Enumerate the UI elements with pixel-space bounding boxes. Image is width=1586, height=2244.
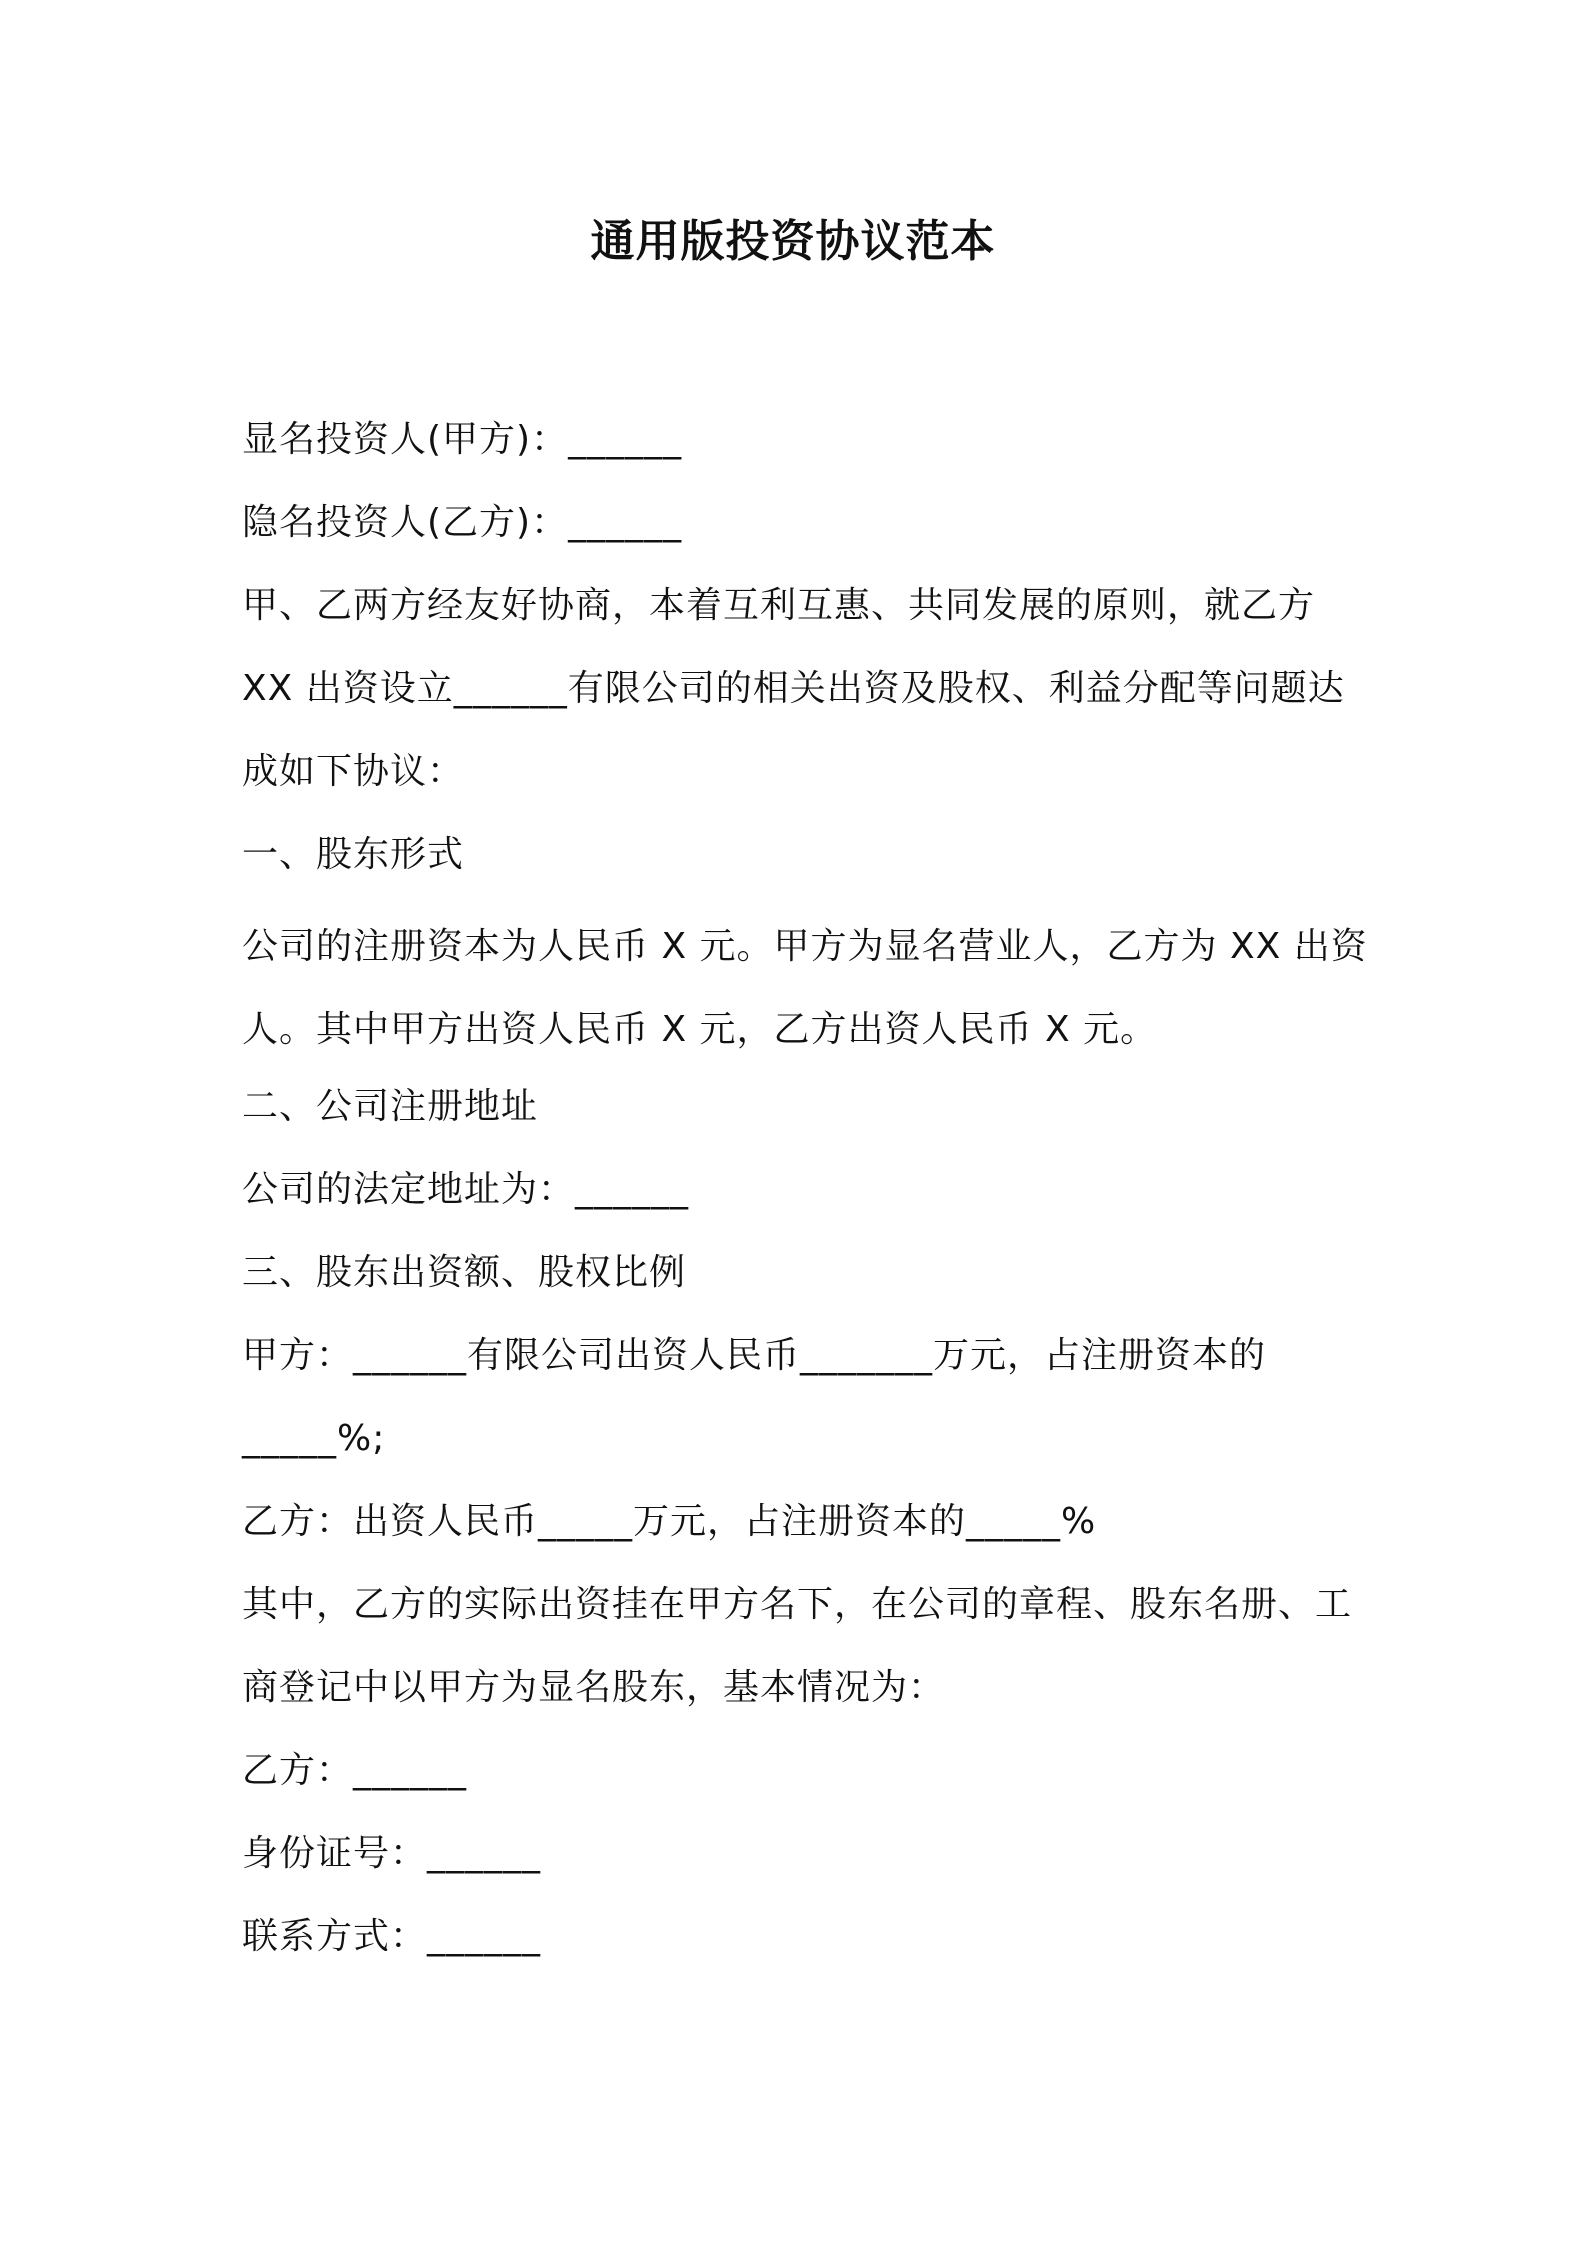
section-3-line-4: 其中，乙方的实际出资挂在甲方名下，在公司的章程、股东名册、工	[242, 1584, 1353, 1625]
id-number-line: 身份证号：______	[242, 1833, 542, 1874]
section-3-line-2: _____%;	[242, 1418, 386, 1459]
section-heading-2: 二、公司注册地址	[242, 1086, 539, 1127]
section-2-line-1: 公司的法定地址为：______	[242, 1169, 690, 1210]
party-b-name-line: 乙方：______	[242, 1750, 468, 1791]
section-heading-1: 一、股东形式	[242, 834, 465, 875]
intro-line-2: XX 出资设立______有限公司的相关出资及股权、利益分配等问题达	[242, 668, 1345, 709]
intro-line-1: 甲、乙两方经友好协商，本着互利互惠、共同发展的原则，就乙方	[242, 585, 1316, 626]
section-1-line-2: 人。其中甲方出资人民币 X 元，乙方出资人民币 X 元。	[242, 1009, 1158, 1050]
section-heading-3: 三、股东出资额、股权比例	[242, 1252, 687, 1293]
section-3-line-5: 商登记中以甲方为显名股东，基本情况为：	[242, 1667, 946, 1708]
section-3-line-3: 乙方：出资人民币_____万元，占注册资本的_____%	[242, 1501, 1097, 1542]
document-title: 通用版投资协议范本	[590, 216, 996, 267]
party-b-line: 隐名投资人(乙方)：______	[242, 502, 683, 543]
party-a-line: 显名投资人(甲方)：______	[242, 419, 683, 460]
contact-line: 联系方式：______	[242, 1916, 542, 1957]
section-3-line-1: 甲方：______有限公司出资人民币_______万元，占注册资本的	[242, 1335, 1267, 1376]
section-1-line-1: 公司的注册资本为人民币 X 元。甲方为显名营业人，乙方为 XX 出资	[242, 926, 1368, 967]
intro-line-3: 成如下协议：	[242, 751, 465, 792]
